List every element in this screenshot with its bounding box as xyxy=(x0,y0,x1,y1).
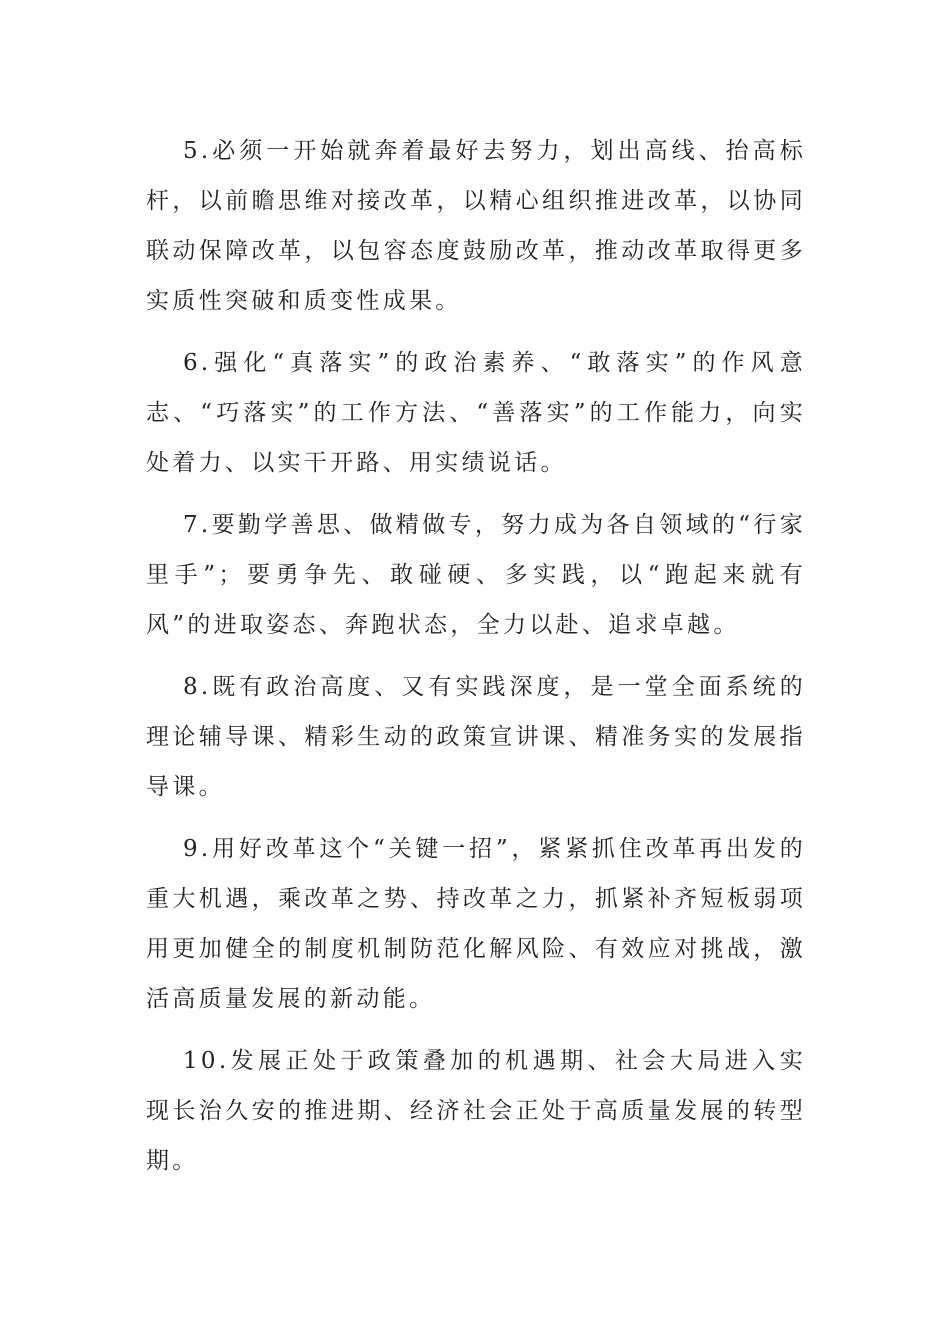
paragraph-6: 6.强化“真落实”的政治素养、“敢落实”的作风意志、“巧落实”的工作方法、“善落实”的工作能力，向实处着力、以实干开路、用实绩说话。 xyxy=(146,350,806,476)
paragraph-7: 7.要勤学善思、做精做专，努力成为各自领域的“行家里手”；要勇争先、敢碰硬、多实践，以“跑起来就有风”的进取姿态、奔跑状态，全力以赴、追求卓越。 xyxy=(146,512,806,638)
document-body xyxy=(146,126,806,1198)
paragraph-9: 9.用好改革这个“关键一招”，紧紧抓住改革再出发的重大机遇，乘改革之势、持改革之力，抓紧补齐短板弱项用更加健全的制度机制防范化解风险、有效应对挑战，激活高质量发展的新动能。 xyxy=(146,836,806,1012)
paragraph-10: 10.发展正处于政策叠加的机遇期、社会大局进入实现长治久安的推进期、经济社会正处于高质量发展的转型期。 xyxy=(146,1048,806,1174)
paragraph-5: 5.必须一开始就奔着最好去努力，划出高线、抬高标杆，以前瞻思维对接改革，以精心组织推进改革，以协同联动保障改革，以包容态度鼓励改革，推动改革取得更多实质性突破和质变性成果。 xyxy=(146,138,806,314)
paragraph-8: 8.既有政治高度、又有实践深度，是一堂全面系统的理论辅导课、精彩生动的政策宣讲课、精准务实的发展指导课。 xyxy=(146,674,806,800)
